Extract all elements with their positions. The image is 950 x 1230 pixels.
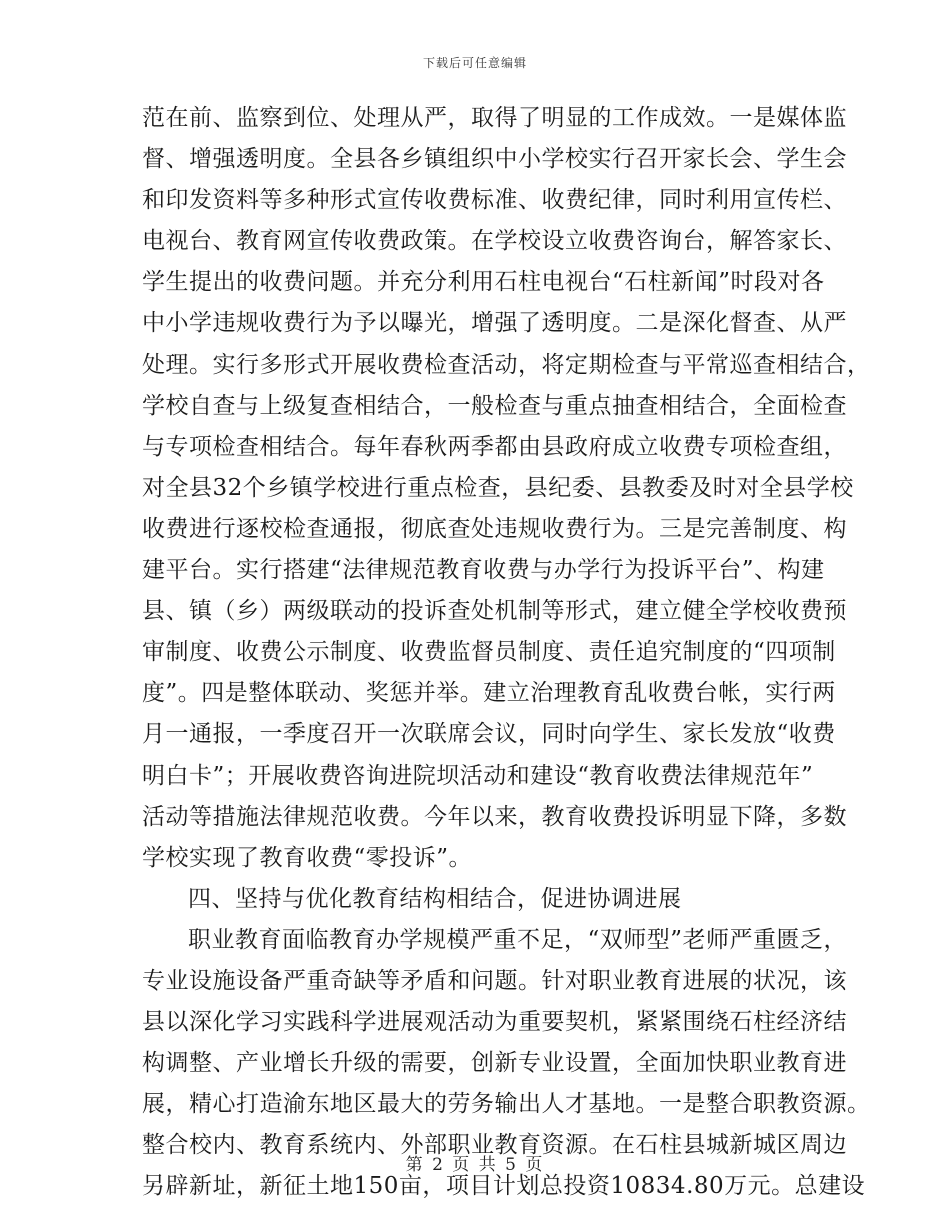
paragraph-line: 督、增强透明度。全县各乡镇组织中小学校实行召开家长会、学生会	[142, 146, 847, 173]
paragraph-line: 中小学违规收费行为予以曝光，增强了透明度。二是深化督查、从严	[142, 310, 847, 337]
paragraph-line: 活动等措施法律规范收费。今年以来，教育收费投诉明显下降，多数	[142, 803, 847, 830]
paragraph-line: 县、镇（乡）两级联动的投诉查处机制等形式，建立健全学校收费预	[142, 598, 847, 625]
paragraph-line: 范在前、监察到位、处理从严，取得了明显的工作成效。一是媒体监	[142, 105, 847, 131]
paragraph-line: 与专项检查相结合。每年春秋两季都由县政府成立收费专项检查组，	[142, 433, 847, 460]
paragraph-line: 学生提出的收费问题。并充分利用石柱电视台“石柱新闻”时段对各	[142, 269, 825, 296]
paragraph-line-last: 学校实现了教育收费“零投诉”。	[142, 844, 473, 871]
page-header-note: 下载后可任意编辑	[422, 56, 527, 70]
paragraph-line: 另辟新址，新征土地150亩，项目计划总投资10834.80万元。总建设	[142, 1173, 866, 1200]
paragraph-line: 专业设施设备严重奇缺等矛盾和问题。针对职业教育进展的状况，该	[142, 967, 847, 994]
paragraph-line: 度”。四是整体联动、奖惩并举。建立治理教育乱收费台帐，实行两	[142, 680, 836, 707]
paragraph-line: 电视台、教育网宣传收费政策。在学校设立收费咨询台，解答家长、	[142, 228, 847, 255]
paragraph-line: 建平台。实行搭建“法律规范教育收费与办学行为投诉平台”、构建	[142, 557, 825, 584]
paragraph-line: 收费进行逐校检查通报，彻底查处违规收费行为。三是完善制度、构	[142, 515, 847, 542]
paragraph-line: 县以深化学习实践科学进展观活动为重要契机，紧紧围绕石柱经济结	[142, 1009, 847, 1036]
paragraph-line: 学校自查与上级复查相结合，一般检查与重点抽查相结合，全面检查	[142, 392, 847, 419]
paragraph-line: 处理。实行多形式开展收费检查活动，将定期检查与平常巡查相结合，	[142, 351, 871, 378]
page-number-footer: 第 2 页 共 5 页	[405, 1155, 545, 1175]
paragraph-first-line: 职业教育面临教育办学规模严重不足，“双师型”老师严重匮乏，	[188, 926, 848, 953]
paragraph-line: 和印发资料等多种形式宣传收费标准、收费纪律，同时利用宣传栏、	[142, 187, 847, 214]
paragraph-line: 审制度、收费公示制度、收费监督员制度、责任追究制度的“四项制	[142, 639, 836, 666]
paragraph-line: 构调整、产业增长升级的需要，创新专业设置，全面加快职业教育进	[142, 1050, 847, 1077]
paragraph-line: 整合校内、教育系统内、外部职业教育资源。在石柱县城新城区周边	[142, 1132, 847, 1159]
paragraph-line: 对全县32个乡镇学校进行重点检查，县纪委、县教委及时对全县学校	[142, 474, 854, 501]
paragraph-line: 明白卡”；开展收费咨询进院坝活动和建设“教育收费法律规范年”	[142, 762, 814, 789]
paragraph-line: 展，精心打造渝东地区最大的劳务输出人才基地。一是整合职教资源。	[142, 1091, 871, 1118]
section-heading: 四、坚持与优化教育结构相结合，促进协调进展	[188, 885, 682, 912]
paragraph-line: 月一通报，一季度召开一次联席会议，同时向学生、家长发放“收费	[142, 721, 836, 748]
document-body	[142, 98, 871, 1208]
